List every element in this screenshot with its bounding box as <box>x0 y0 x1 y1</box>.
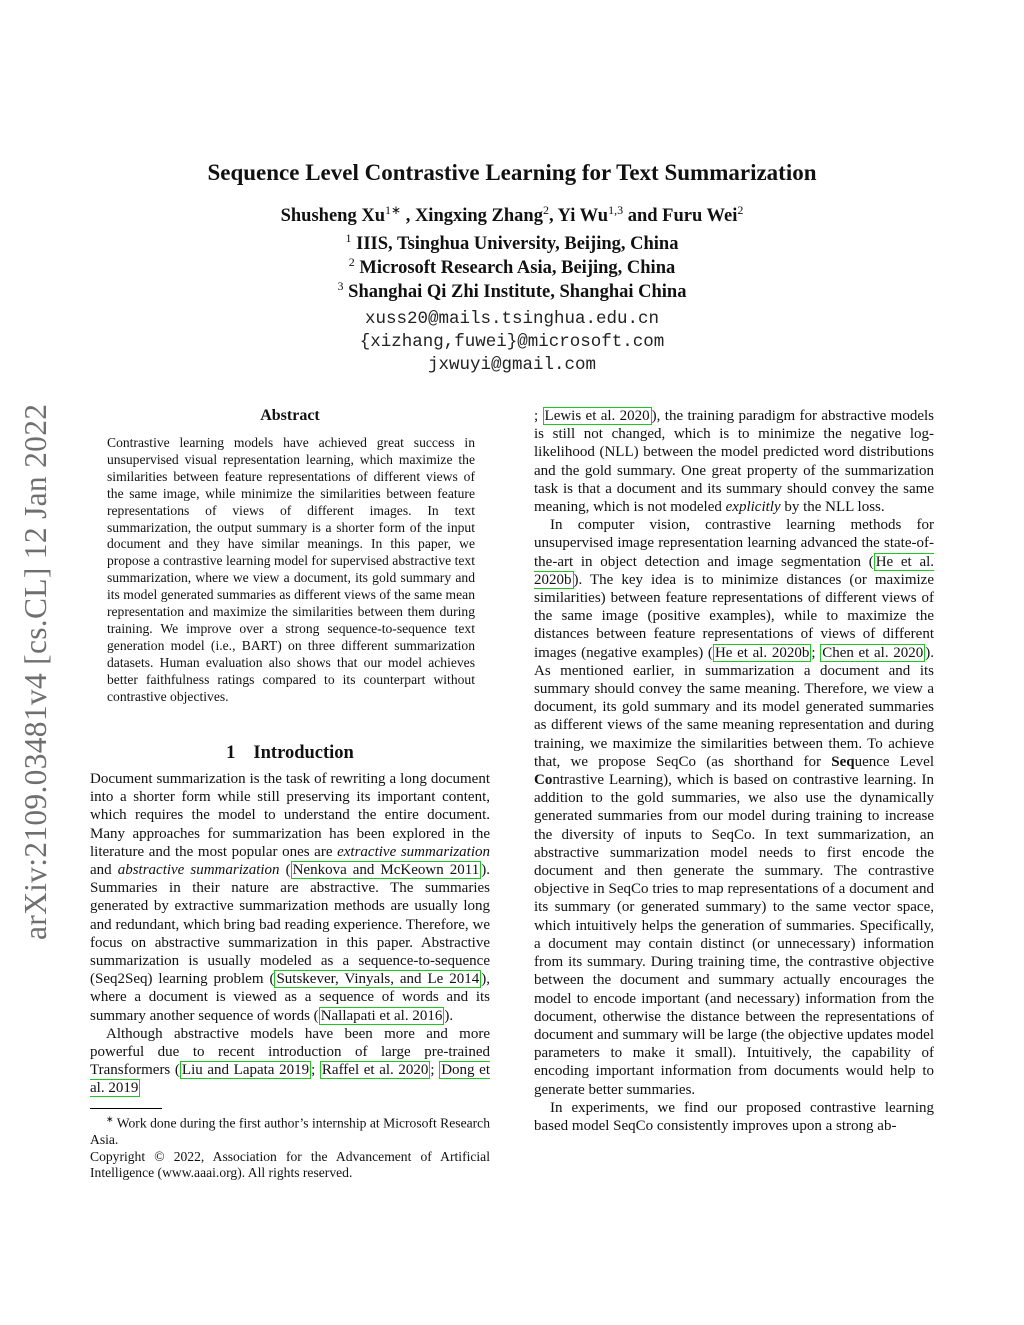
affiliation-mark: 1 <box>345 231 352 245</box>
paragraph: Although abstractive models have been more and more powerful due to recent introduction of large pre-trained Transformers ( Liu and Lapata 2019 ; Raffel et al. 2020 ; Dong et al. 2019 <box>90 1025 491 1097</box>
emphasis: extractive summarization <box>337 843 490 860</box>
citation-link[interactable]: Lewis et al. 2020 <box>544 408 650 424</box>
citation-link[interactable]: Dong et al. 2019 <box>90 1062 491 1097</box>
affiliation-mark: 3 <box>337 279 344 293</box>
author-name: Furu Wei <box>662 206 738 227</box>
affiliation <box>0 255 1024 279</box>
bold-text: Seq <box>831 753 855 770</box>
copyright-notice: Copyright © 2022, Association for the Advancement of Artificial Intelligence (www.aaai.org). All rights reserved. <box>90 1148 490 1181</box>
citation-link[interactable]: He et al. 2020b <box>714 644 810 661</box>
emphasis: abstractive summarization <box>117 862 280 879</box>
author-separator: , <box>548 206 558 227</box>
author-name: Yi Wu <box>557 206 609 227</box>
author-separator: , <box>401 206 415 227</box>
paper-title: Sequence Level Contrastive Learning for Text Summarization <box>207 160 817 185</box>
footnote-rule <box>90 1108 162 1109</box>
affiliation <box>0 279 1024 303</box>
abstract-text: Contrastive learning models have achieved great success in unsupervised visual representation learning, which maximize the similarities between feature representations of different views of the same image, while minimize the similarities between feature representations of views of different images. In text summarization, the output summary is a shorter form of the input document and they have similar meanings. In this paper, we propose a contrastive learning model for supervised abstractive text summarization, where we view a document, its gold summary and its model generated summaries as different views of the same mean representation and maximize the similarities between them during training. We improve over a strong sequence-to-sequence text generation model (i.e., BART) on three different summarization datasets. Human evaluation also shows that our model achieves better faithfulness ratings compared to its counterpart without contrastive objectives. <box>107 435 475 704</box>
emphasis: explicitly <box>725 499 781 516</box>
citation-link[interactable]: Nenkova and McKeown 2011 <box>292 862 480 879</box>
affiliation <box>0 231 1024 255</box>
section-heading <box>90 743 490 764</box>
author-separator: and <box>623 206 663 227</box>
footnote-text: Work done during the first author’s internship at Microsoft Research Asia. <box>90 1115 490 1148</box>
citation-link[interactable]: Nallapati et al. 2016 <box>320 1007 443 1024</box>
paragraph: In computer vision, contrastive learning methods for unsupervised image representation learning advanced the state-of-the-art in object detection and image segmentation ( He et al. 2020b ). The key idea is to minimize distances (or maximize similarities) between feature representations of different views of the same image (positive examples), while to maximize the distances between feature representations of views of different images (negative examples) ( He et al. 2020b ; Chen et al. 2020 ). As mentioned earlier, in summarization a document and its summary should convey the same meaning. Therefore, we view a document, its gold summary and its model generated summaries as different views of the same meaning representation and during training, we maximize the similarities between them. To achieve that, we propose SeqCo (as shorthand for Sequence Level Contrastive Learning), which is based on contrastive learning. In addition to the gold summaries, we also use the dynamically generated summaries from our model during training to increase the diversity of inputs to SeqCo. In text summarization, an abstractive summarization model needs to first encode the document and then generate the summary. The contrastive objective in SeqCo tries to map representations of a document and its summary (or generated summary) to the same vector space, which intuitively helps the generation of summaries. Specifically, a document may contain distinct (or unnecessary) information from its summary. During training time, the contrastive objective between the document and summary actually encourages the model to encode important (and necessary) information from the document, otherwise the distance between the representations of document and summary will be large (the objective updates model parameters to make it small). Intuitively, the capability of encoding important information from documents would help to generate better summaries. <box>534 517 935 1098</box>
affiliation-mark: 2 <box>348 255 355 269</box>
citation-link[interactable]: Liu and Lapata 2019 <box>181 1062 310 1079</box>
footnote <box>90 1111 490 1182</box>
author-mark: 1∗ <box>385 203 402 217</box>
email: jxwuyi@gmail.com <box>427 355 597 375</box>
affiliation-text: Shanghai Qi Zhi Institute, Shanghai China <box>348 282 687 303</box>
citation-link[interactable]: He et al. 2020b <box>534 553 935 588</box>
footnote-mark: ∗ <box>106 1114 114 1124</box>
author-mark: 2 <box>542 203 549 217</box>
paragraph: Document summarization is the task of rewriting a long document into a shorter form while still preserving its important content, which requires the model to understand the entire document. Many approaches for summarization has been explored in the literature and the most popular ones are extractive summarization and abstractive summarization ( Nenkova and McKeown 2011 ). Summaries in their nature are abstractive. The summaries generated by extractive summarization methods are usually long and redundant, which bring bad reading experience. Therefore, we focus on abstractive summarization in this paper. Abstractive summarization is usually modeled as a sequence-to-sequence (Seq2Seq) learning problem ( Sutskever, Vinyals, and Le 2014 ), where a document is viewed as a sequence of words and its summary another sequence of words ( Nallapati et al. 2016 ). <box>90 771 490 1024</box>
author-mark: 2 <box>737 203 744 217</box>
abstract-heading: Abstract <box>260 407 320 424</box>
arxiv-identifier: arXiv:2109.03481v4 [cs.CL] 12 Jan 2022 <box>18 403 53 940</box>
email: {xizhang,fuwei}@microsoft.com <box>359 332 665 352</box>
section-title: Introduction <box>253 743 354 763</box>
bold-text: Co <box>534 772 553 789</box>
right-column <box>534 407 934 1135</box>
affiliation-text: IIIS, Tsinghua University, Beijing, China <box>356 234 679 255</box>
left-column <box>90 770 490 1098</box>
paragraph: ; Lewis et al. 2020 ), the training paradigm for abstractive models is still not changed, which is to minimize the negative log-likelihood (NLL) between the model predicted word distributions and the gold summary. One great property of the summarization task is that a document and its summary should convey the same meaning, which is not modeled explicitly by the NLL loss. <box>534 408 934 516</box>
email: xuss20@mails.tsinghua.edu.cn <box>364 309 660 329</box>
paragraph: In experiments, we find our proposed contrastive learning based model SeqCo consistently improves upon a strong ab- <box>534 1099 934 1134</box>
author-name: Xingxing Zhang <box>414 206 543 227</box>
author-name: Shusheng Xu <box>280 206 385 227</box>
citation-link[interactable]: Chen et al. 2020 <box>822 644 924 661</box>
affiliation-text: Microsoft Research Asia, Beijing, China <box>359 258 676 279</box>
author-mark: 1,3 <box>608 203 624 217</box>
section-number: 1 <box>226 743 236 763</box>
citation-link[interactable]: Raffel et al. 2020 <box>321 1062 429 1079</box>
author-list <box>0 203 1024 227</box>
citation-link[interactable]: Sutskever, Vinyals, and Le 2014 <box>276 971 480 988</box>
